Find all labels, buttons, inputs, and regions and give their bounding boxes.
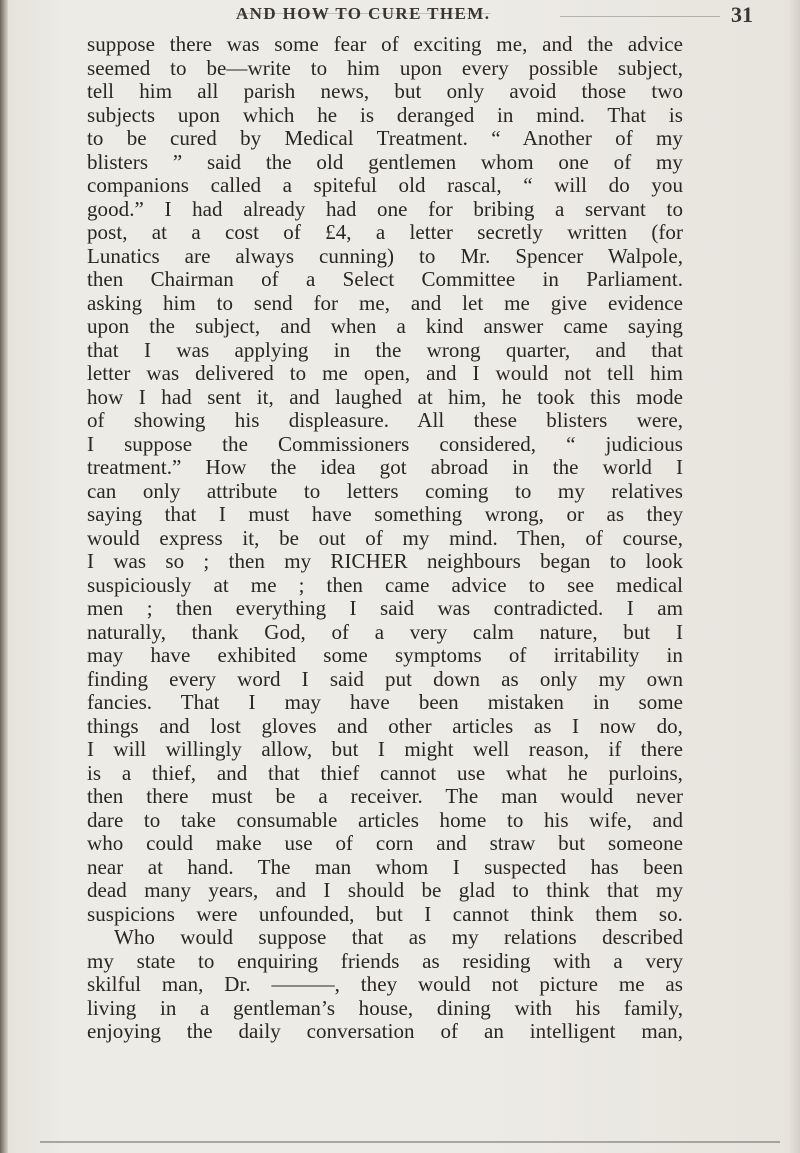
text-line: naturally, thank God, of a very calm nature, but I [87,619,683,644]
text-line: would express it, be out of my mind. Then, of course, [87,525,683,550]
text-line: dead many years, and I should be glad to think that my [87,878,683,902]
text-line: of showing his displeasure. All these blisters were, [87,408,683,432]
text-line: living in a gentleman’s house, dining with his family, [87,995,683,1020]
body-text [87,33,683,1044]
text-line: asking him to send for me, and let me give evidence [87,290,683,315]
text-line: can only attribute to letters coming to my relatives [87,478,683,503]
text-line: then Chairman of a Select Committee in Parliament. [87,267,683,291]
text-line: dare to take consumable articles home to his wife, and [87,807,683,832]
text-line: finding every word I said put down as only my own [87,666,683,691]
text-line: tell him all parish news, but only avoid those two [87,79,683,103]
page-edge-shadow [788,0,800,1153]
text-line: that I was applying in the wrong quarter, and that [87,337,683,362]
text-line: is a thief, and that thief cannot use what he purloins, [87,760,683,785]
text-line: suspiciously at me ; then came advice to see medical [87,572,683,597]
text-line: upon the subject, and when a kind answer came saying [87,314,683,338]
text-line: may have exhibited some symptoms of irritability in [87,643,683,667]
text-line: Lunatics are always cunning) to Mr. Spencer Walpole, [87,243,683,268]
text-line: skilful man, Dr. ———, they would not picture me as [87,972,683,996]
text-line: who could make use of corn and straw but someone [87,831,683,855]
text-line: enjoying the daily conversation of an intelligent man, [87,1019,683,1043]
text-line: good.” I had already had one for bribing a servant to [87,196,683,221]
text-line: to be cured by Medical Treatment. “ Another of my [87,126,683,150]
text-line: suspicions were unfounded, but I cannot think them so. [87,901,683,926]
text-line: I will willingly allow, but I might well reason, if there [87,737,683,761]
text-line: saying that I must have something wrong, or as they [87,502,683,526]
text-line: then there must be a receiver. The man would never [87,784,683,808]
running-title: AND HOW TO CURE THEM. [236,4,491,23]
header-rule [560,16,720,17]
bottom-edge-line [40,1141,780,1143]
text-line: things and lost gloves and other articles as I now do, [87,713,683,738]
text-line: letter was delivered to me open, and I would not tell him [87,361,683,385]
text-line: men ; then everything I said was contradicted. I am [87,596,683,620]
text-line: treatment.” How the idea got abroad in the world I [87,455,683,479]
text-line: I was so ; then my RICHER neighbours began to look [87,549,683,573]
text-line: I suppose the Commissioners considered, “ judicious [87,431,683,456]
text-line: my state to enquiring friends as residing with a very [87,948,683,973]
text-line: post, at a cost of £4, a letter secretly written (for [87,220,683,244]
running-head [236,4,656,30]
paragraph-start-line: Who would suppose that as my relations described [114,925,683,949]
text-line: companions called a spiteful old rascal, “ will do you [87,173,683,197]
text-line: subjects upon which he is deranged in mind. That is [87,102,683,127]
text-line: blisters ” said the old gentlemen whom one of my [87,149,683,174]
book-spine-shadow [0,0,8,1153]
page-number: 31 [731,2,753,27]
text-line: how I had sent it, and laughed at him, he took this mode [87,384,683,409]
text-line: suppose there was some fear of exciting me, and the advice [87,32,683,56]
text-line: fancies. That I may have been mistaken in some [87,690,683,714]
text-line: seemed to be—write to him upon every possible subject, [87,55,683,80]
text-line: near at hand. The man whom I suspected has been [87,854,683,879]
